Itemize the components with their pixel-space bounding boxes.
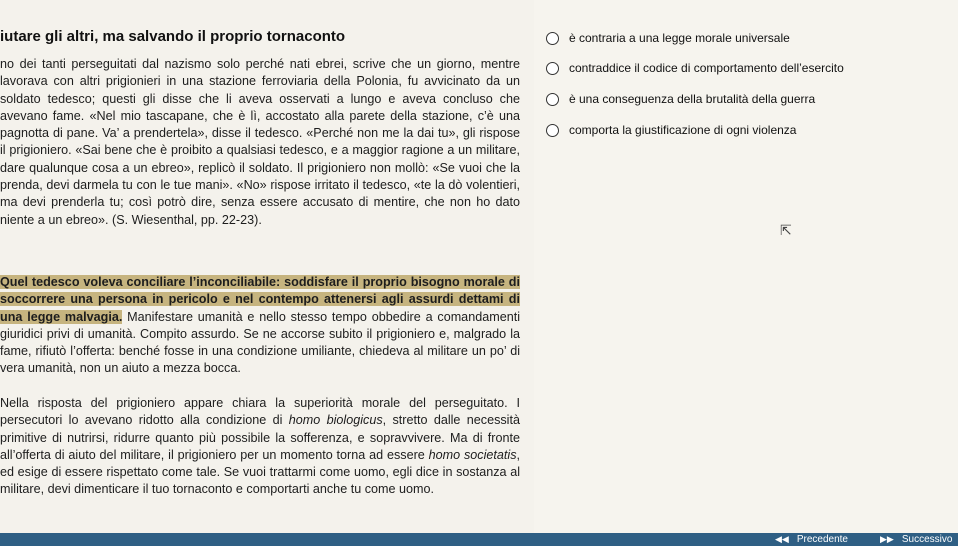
paragraph-3-italic-2: homo societatis [428, 447, 517, 462]
double-right-arrow-icon: ▶▶ [880, 533, 894, 544]
mouse-cursor-icon: ⇱ [780, 222, 792, 238]
paragraph-3-italic-1: homo biologicus [288, 413, 383, 428]
answer-option-1[interactable] [546, 31, 790, 45]
radio-button[interactable] [546, 62, 559, 75]
paragraph-3-part-b: , stretto dalle necessità primitive di nutrirsi, ridurre quanto più possibile la sofferenza, e sopravvivere. Ma di fronte all’offerta di aiuto del militare, il prigioniero per un momento torna ad essere [0, 413, 520, 462]
double-left-arrow-icon: ◀◀ [775, 533, 789, 544]
highlighted-text: Quel tedesco voleva conciliare l’inconciliabile: soddisfare il proprio bisogno morale di soccorrere una persona in pericolo e nel contempo attenersi agli assurdi dettami di una legge malvagia. [0, 275, 520, 324]
radio-button[interactable] [546, 124, 559, 137]
paragraph-3-part-a: Nella risposta del prigioniero appare chiara la superiorità morale del perseguitato. I persecutori lo avevano ridotto alla condizione di [0, 396, 520, 428]
paragraph-1: no dei tanti perseguitati dal nazismo solo perché nati ebrei, scrive che un giorno, mentre lavorava con altri prigionieri in una stazione ferroviaria della Polonia, fu avvicinato da un soldato tedesco; questi gli disse che li aveva osservati a lungo e aveva concluso che avevano fame. «Nel mio tascapane, che è lì, accostato alla parete della stazione, c’è una pagnotta di pane. Va’ a prendertela», disse il tedesco. «Perché non me la dai tu», gli rispose il prigioniero. «Sai bene che è proibito a qualsiasi tedesco, e a maggior ragione a un militare, dare qualunque cosa a un ebreo», replicò il soldato. Il prigioniero non mollò: «Se vuoi che la prenda, devi darmela tu con le tue mani». «No» rispose irritato il tedesco, «te la dò volentieri, ma devi prenderla tu; così potrò dire, senza essere accusato di mentire, che non ho dato niente a un ebreo». (S. Wiesenthal, pp. 22-23). [0, 57, 520, 227]
answer-option-3[interactable] [546, 92, 815, 106]
answer-option-label: comporta la giustificazione di ogni violenza [569, 123, 797, 137]
article-title: iutare gli altri, ma salvando il proprio tornaconto [0, 28, 346, 45]
paragraph-2 [0, 274, 520, 378]
previous-label: Precedente [796, 533, 848, 545]
answer-option-label: contraddice il codice di comportamento dell’esercito [569, 61, 844, 75]
paragraph-3 [0, 395, 520, 499]
answer-panel [534, 0, 958, 546]
paragraph-3-part-c: , ed esige di essere rispettato come tale. Se vuoi trattarmi come uomo, egli dice in sostanza al militare, devi dimenticare il tuo tornaconto e comportarti anche tu come uomo. [0, 447, 520, 497]
radio-button[interactable] [546, 32, 559, 45]
answer-option-label: è contraria a una legge morale universale [569, 31, 790, 45]
next-label: Successivo [901, 533, 953, 545]
answer-option-2[interactable] [546, 61, 844, 75]
paragraph-2-rest: Manifestare umanità e nello stesso tempo obbedire a comandamenti giuridici privi di umanità. Compito assurdo. Se ne accorse subito il prigioniero e, malgrado la fame, rifiutò l’offerta: benché fosse in una condizione umiliante, chiedeva al militare un po’ di vera umanità, non un aiuto a mezza bocca. [0, 309, 520, 376]
next-button[interactable] [880, 532, 952, 546]
radio-button[interactable] [546, 93, 559, 106]
answer-option-label: è una conseguenza della brutalità della guerra [569, 92, 816, 106]
answer-option-4[interactable] [546, 123, 796, 137]
previous-button[interactable] [775, 532, 848, 546]
